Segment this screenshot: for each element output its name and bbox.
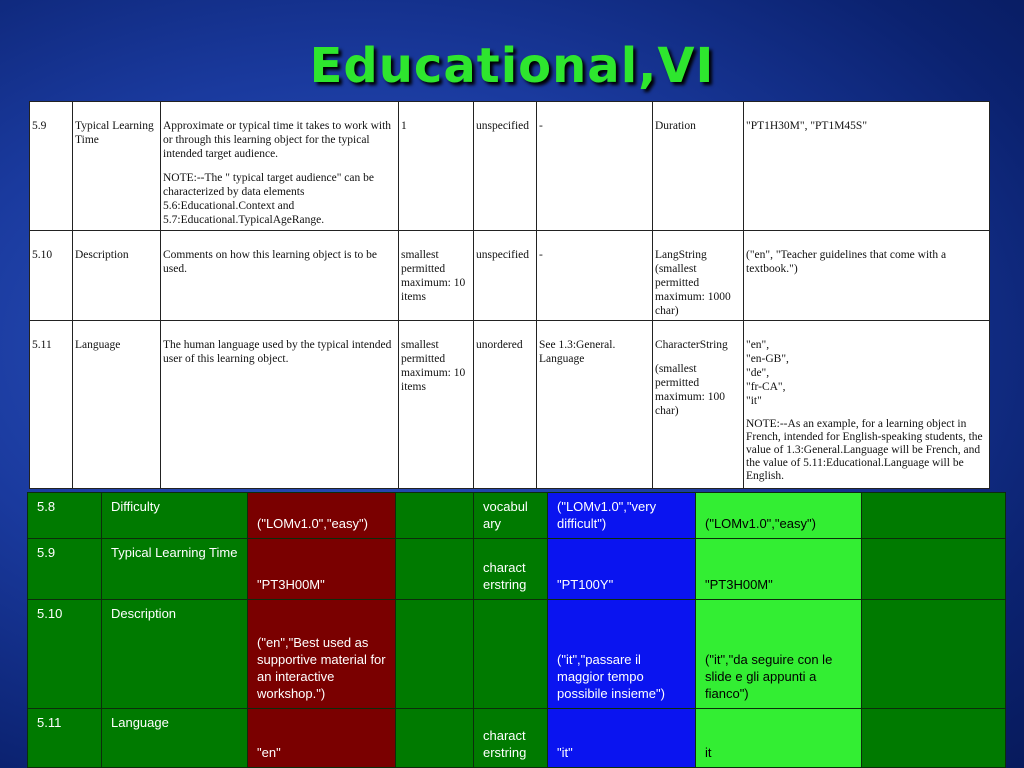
red-value: "PT3H00M" [248,539,396,600]
lightgreen-value: it [696,709,862,768]
spec-row-5-9 [30,102,990,231]
last-cell [862,493,1006,539]
blue-value: ("LOMv1.0","very difficult") [548,493,696,539]
spec-number: 5.11 [30,321,73,489]
table-row [28,493,1006,539]
table-row [28,709,1006,768]
row-name: Language [102,709,248,768]
spec-example [744,321,990,489]
spec-order: unordered [474,321,537,489]
slide-title: Educational,VI [309,38,715,94]
lom-spec-table [29,101,990,489]
row-name: Difficulty [102,493,248,539]
spec-datatype: Duration [653,102,744,231]
spec-number: 5.9 [30,102,73,231]
spec-size: smallest permitted maximum: 10 items [399,321,474,489]
spec-datatype-note: (smallest permitted maximum: 100 char) [655,363,725,417]
red-value: ("LOMv1.0","easy") [248,493,396,539]
spec-explanation-text: Approximate or typical time it takes to work with or through this learning object for the typical intended target audience. [163,120,392,160]
empty-cell [396,600,474,709]
red-value: ("en","Best used as supportive material for an interactive workshop.") [248,600,396,709]
spec-example: "PT1H30M", "PT1M45S" [744,102,990,231]
spec-datatype-text: CharacterString [655,339,728,351]
row-number: 5.11 [28,709,102,768]
spec-value-space: - [537,102,653,231]
blue-value: ("it","passare il maggior tempo possibile insieme") [548,600,696,709]
spec-name: Description [73,231,161,321]
blue-value: "PT100Y" [548,539,696,600]
comparison-table [27,492,1006,768]
spec-explanation: The human language used by the typical intended user of this learning object. [161,321,399,489]
table-row [28,600,1006,709]
spec-example-note: NOTE:--As an example, for a learning object in French, intended for English-speaking students, the value of 1.3:General.Language will be French, and the value of 5.11:Educational.Language will be English. [746,418,983,482]
spec-datatype [653,321,744,489]
row-number: 5.8 [28,493,102,539]
blue-value: "it" [548,709,696,768]
last-cell [862,709,1006,768]
last-cell [862,539,1006,600]
spec-row-5-11 [30,321,990,489]
spec-datatype: LangString (smallest permitted maximum: 1000 char) [653,231,744,321]
spec-note: NOTE:--The " typical target audience" can be characterized by data elements 5.6:Educational.Context and 5.7:Educational.TypicalAgeRange. [163,172,374,226]
spec-number: 5.10 [30,231,73,321]
spec-name: Typical Learning Time [73,102,161,231]
spec-name: Language [73,321,161,489]
row-number: 5.9 [28,539,102,600]
row-name: Description [102,600,248,709]
spec-example: ("en", "Teacher guidelines that come with a textbook.") [744,231,990,321]
spec-explanation [161,102,399,231]
spec-order: unspecified [474,231,537,321]
table-row [28,539,1006,600]
spec-explanation: Comments on how this learning object is to be used. [161,231,399,321]
example-line: "it" [746,395,762,407]
empty-cell [396,709,474,768]
example-line: "fr-CA", [746,381,786,393]
lightgreen-value: ("LOMv1.0","easy") [696,493,862,539]
type-cell: charact erstring [474,709,548,768]
spec-value-space: - [537,231,653,321]
type-cell: charact erstring [474,539,548,600]
lightgreen-value: ("it","da seguire con le slide e gli appunti a fianco") [696,600,862,709]
spec-row-5-10 [30,231,990,321]
spec-size: smallest permitted maximum: 10 items [399,231,474,321]
spec-size: 1 [399,102,474,231]
lightgreen-value: "PT3H00M" [696,539,862,600]
row-name: Typical Learning Time [102,539,248,600]
last-cell [862,600,1006,709]
empty-cell [396,493,474,539]
row-number: 5.10 [28,600,102,709]
red-value: "en" [248,709,396,768]
type-cell: vocabul ary [474,493,548,539]
type-cell [474,600,548,709]
spec-order: unspecified [474,102,537,231]
example-line: "de", [746,367,770,379]
example-line: "en-GB", [746,353,789,365]
empty-cell [396,539,474,600]
example-line: "en", [746,339,770,351]
spec-value-space: See 1.3:General. Language [537,321,653,489]
